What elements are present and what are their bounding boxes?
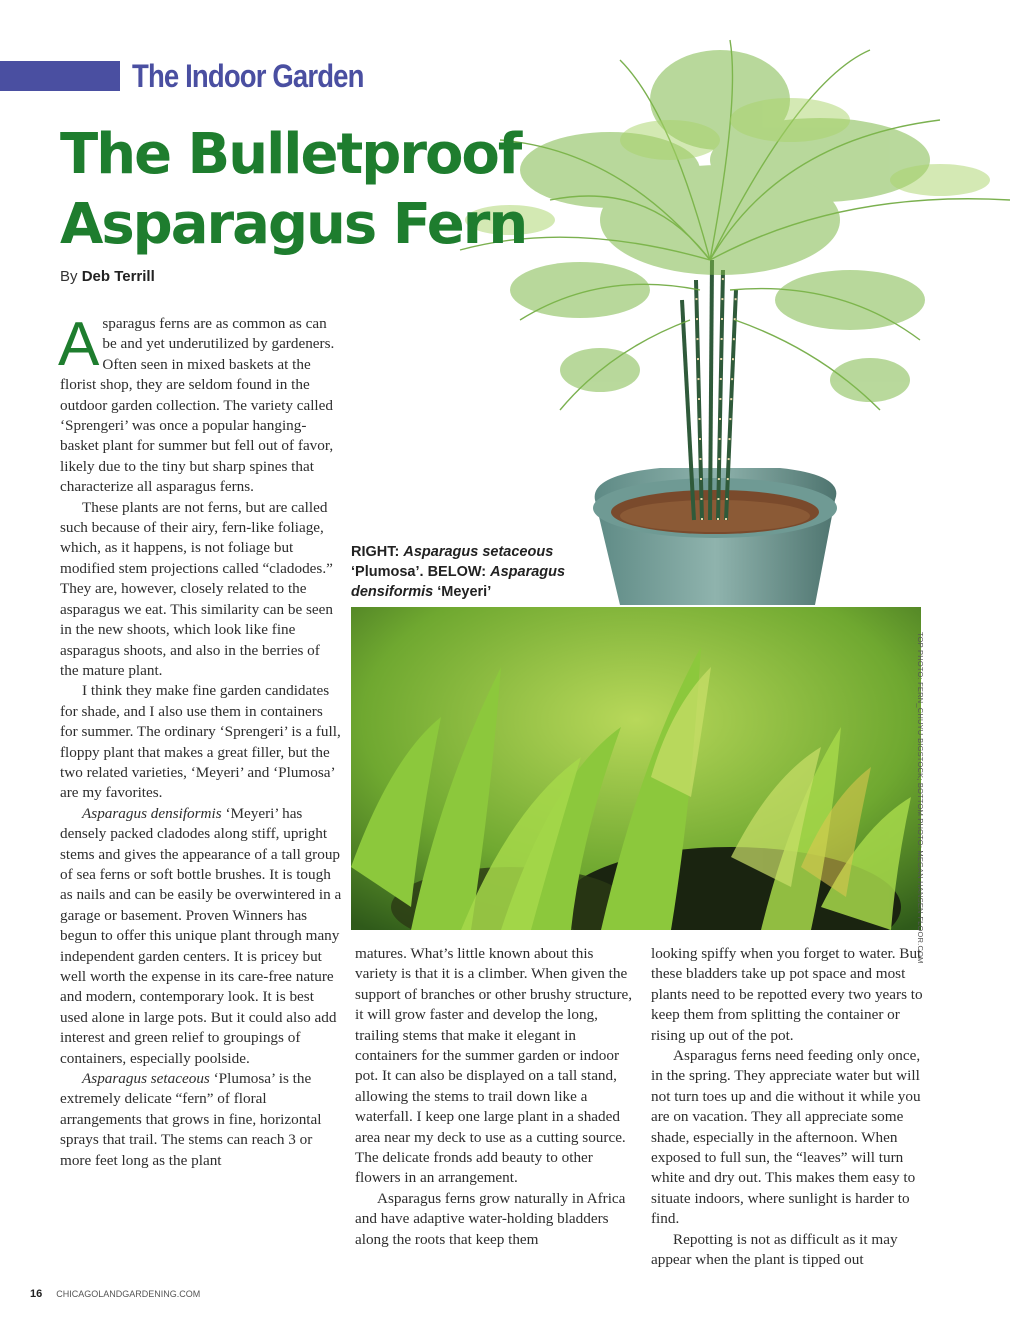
caption-cultivar-2: ‘Meyeri’ — [437, 584, 492, 600]
article-paragraph: These plants are not ferns, but are called such because of their airy, fern-like foliage, which, as it happens, is not foliage but modified stem projections called “cladodes.” They are, however, closely related to the asparagus we eat. This similarity can be seen in the new shoots, which look like fine asparagus shoots, and also in the berries of the mature plant. — [60, 498, 334, 679]
article-paragraph — [60, 804, 342, 1069]
article-paragraph: I think they make fine garden candidates for shade, and I also use them in containers for summer. The ordinary ‘Sprengeri’ is a full, floppy plant that makes a great filler, but the two related varieties, ‘Meyeri’ and ‘Plumosa’ are my favorites. — [60, 682, 341, 802]
caption-label-right: RIGHT: — [351, 544, 400, 560]
byline-prefix: By — [60, 268, 78, 285]
page-footer — [30, 1288, 200, 1300]
asparagus-plumosa-photo — [420, 20, 1020, 610]
caption-species-2: Asparagus densiformis — [351, 564, 566, 600]
article-paragraph: matures. What’s little known about this variety is that it is a climber. When given the support of branches or other brushy structure, it will grow faster and develop the long, trailing stems that make it elegant in containers for the summer garden or indoor pot. It can also be displayed on a tall stand, allowing the stems to trail down like a waterfall. I keep one large plant in a shaded area near my deck to use as a cutting source. The delicate fronds add beauty to other flowers in an arrangement. — [355, 945, 633, 1187]
caption-cultivar-1: ‘Plumosa’. — [351, 564, 424, 580]
headline: The Bulletproof Asparagus Fern — [60, 122, 527, 257]
article-paragraph: Asparagus ferns grow naturally in Africa and have adaptive water-holding bladders along the roots that keep them — [355, 1189, 626, 1248]
caption-species-1: Asparagus setaceous — [403, 544, 554, 560]
section-accent-bar — [0, 61, 120, 91]
caption-label-below: BELOW: — [427, 564, 487, 580]
footer-site: CHICAGOLANDGARDENING.COM — [56, 1289, 201, 1299]
drop-cap: A — [58, 310, 100, 379]
article-column-1 — [58, 310, 342, 1171]
paragraph-text: ‘Plumosa’ is the extremely delicate “fern” of floral arrangements that grows in fine, horizontal sprays that trail. The stems can reach 3 or more feet long as the plant — [60, 1070, 322, 1169]
species-name: Asparagus setaceous — [82, 1070, 210, 1088]
article-paragraph — [58, 310, 342, 498]
article-paragraph: Repotting is not as difficult as it may appear when the plant is tipped out — [651, 1230, 898, 1269]
photo-credit: TOP PHOTO: FERN_CHUYU-BIGSTOCK; BOTTOM PHOTO: MEGAN HANSEN-FLOOR.COM — [916, 632, 925, 964]
asparagus-meyeri-photo — [351, 607, 921, 930]
article-column-3 — [651, 944, 933, 1271]
article-paragraph: looking spiffy when you forget to water. But these bladders take up pot space and most plants need to be repotted every two years to keep them from splitting the container or rising up out of the pot. — [651, 945, 923, 1044]
article-paragraph: Asparagus ferns need feeding only once, in the spring. They appreciate water but will not turn toes up and die without it while you are on vacation. They all appreciate some shade, especially in the afternoon. When exposed to full sun, the “leaves” will turn white and dry out. This makes them easy to situate indoors, where sunlight is harder to find. — [651, 1047, 921, 1228]
paragraph-text: ‘Meyeri’ has densely packed cladodes along stiff, upright stems and gives the appearance of a tall group of sea ferns or soft bottle brushes. It is tough as nails and can be easily be overwintered in a garage or basement. Proven Winners has begun to offer this unique plant through many independent garden centers. It is pricey but well worth the expense in its care-free nature and modern, contemporary look. It is best used alone in large pots. But it could also add interest and green relief to groupings of containers, especially poolside. — [60, 804, 342, 1067]
byline — [60, 268, 155, 285]
paragraph-text: sparagus ferns are as common as can be and yet underutilized by gardeners. Often seen in mixed baskets at the florist shop, they are seldom found in the outdoor garden collection. The variety called ‘Sprengeri’ was once a popular hanging-basket plant for summer but fell out of favor, likely due to the tiny but sharp spines that characterize all asparagus ferns. — [60, 315, 335, 496]
page-number: 16 — [30, 1288, 43, 1300]
species-name: Asparagus densiformis — [82, 804, 222, 822]
article-paragraph — [60, 1069, 342, 1171]
byline-author: Deb Terrill — [81, 268, 155, 285]
section-label: The Indoor Garden — [132, 58, 364, 94]
article-column-2 — [355, 944, 637, 1250]
